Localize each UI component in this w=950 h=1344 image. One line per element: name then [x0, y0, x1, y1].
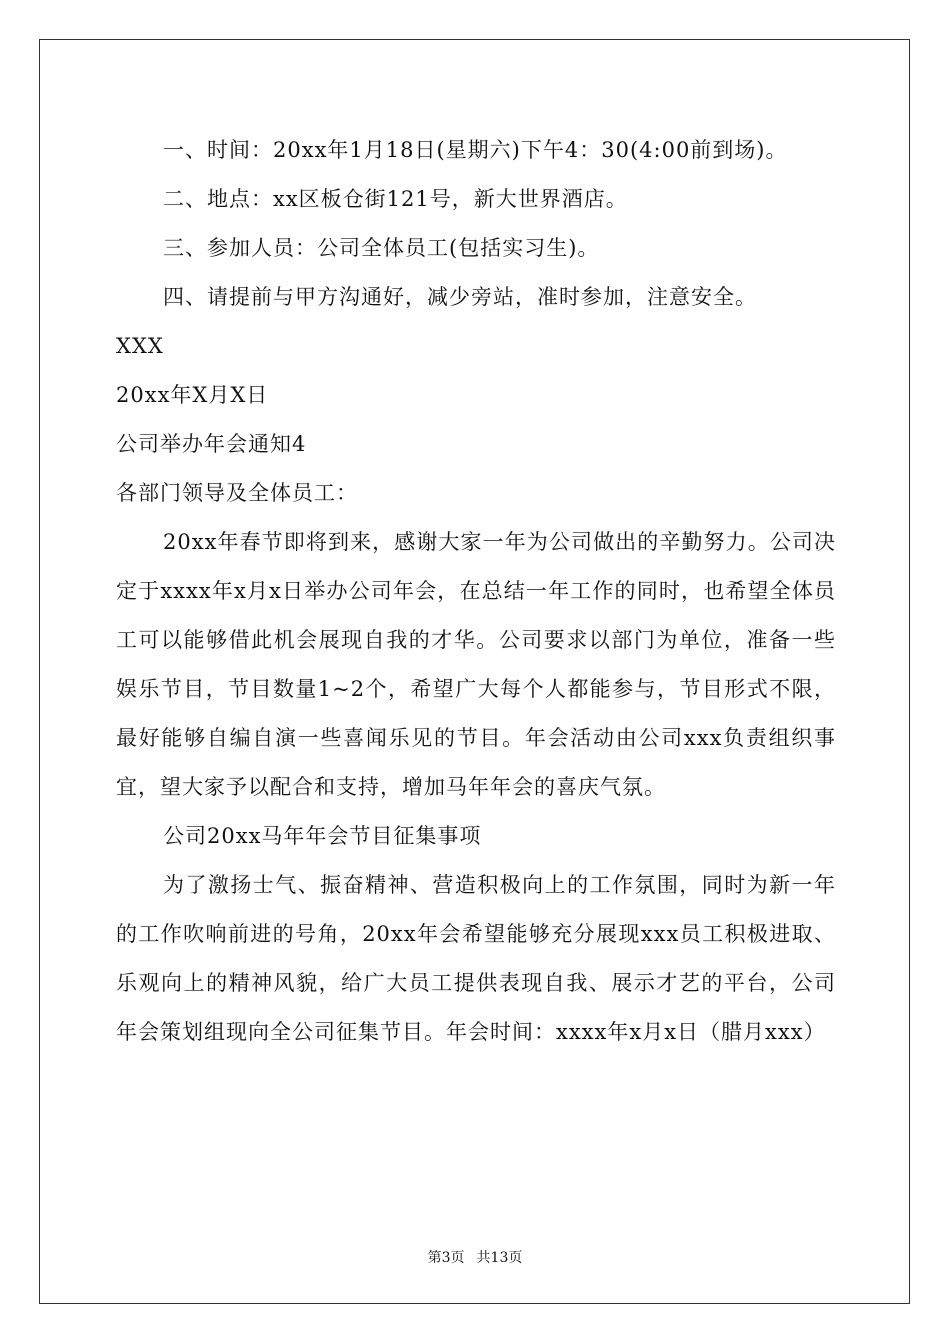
- page-number-total: 共13页: [476, 1250, 523, 1266]
- item-location: 二、地点：xx区板仓街121号，新大世界酒店。: [163, 187, 628, 211]
- signature-date: 20xx年X月X日: [116, 383, 269, 407]
- signature-name: XXX: [116, 334, 164, 358]
- item-attendees: 三、参加人员：公司全体员工(包括实习生)。: [163, 236, 600, 260]
- item-time: 一、时间：20xx年1月18日(星期六)下午4：30(4:00前到场)。: [163, 138, 788, 162]
- page-number-current: 第3页: [427, 1250, 465, 1266]
- document-body: [116, 126, 836, 1057]
- subheading: 公司20xx马年年会节目征集事项: [163, 824, 482, 848]
- body-paragraph-2: 为了激扬士气、振奋精神、营造积极向上的工作氛围，同时为新一年的工作吹响前进的号角，20xx年会希望能够充分展现xxx员工积极进取、乐观向上的精神风貌，给广大员工提供表现自我、展示才艺的平台，公司年会策划组现向全公司征集节目。年会时间：xxxx年x月x日（腊月xxx）: [116, 873, 836, 1044]
- item-notice: 四、请提前与甲方沟通好，减少旁站，准时参加，注意安全。: [163, 285, 757, 309]
- salutation: 各部门领导及全体员工：: [116, 481, 358, 505]
- body-paragraph-1: 20xx年春节即将到来，感谢大家一年为公司做出的辛勤努力。公司决定于xxxx年x月x日举办公司年会，在总结一年工作的同时，也希望全体员工可以能够借此机会展现自我的才华。公司要求以部门为单位，准备一些娱乐节目，节目数量1~2个，希望广大每个人都能参与，节目形式不限，最好能够自编自演一些喜闻乐见的节目。年会活动由公司xxx负责组织事宜，望大家予以配合和支持，增加马年年会的喜庆气氛。: [116, 530, 836, 799]
- page-footer: [0, 1247, 950, 1267]
- section-title: 公司举办年会通知4: [116, 432, 307, 456]
